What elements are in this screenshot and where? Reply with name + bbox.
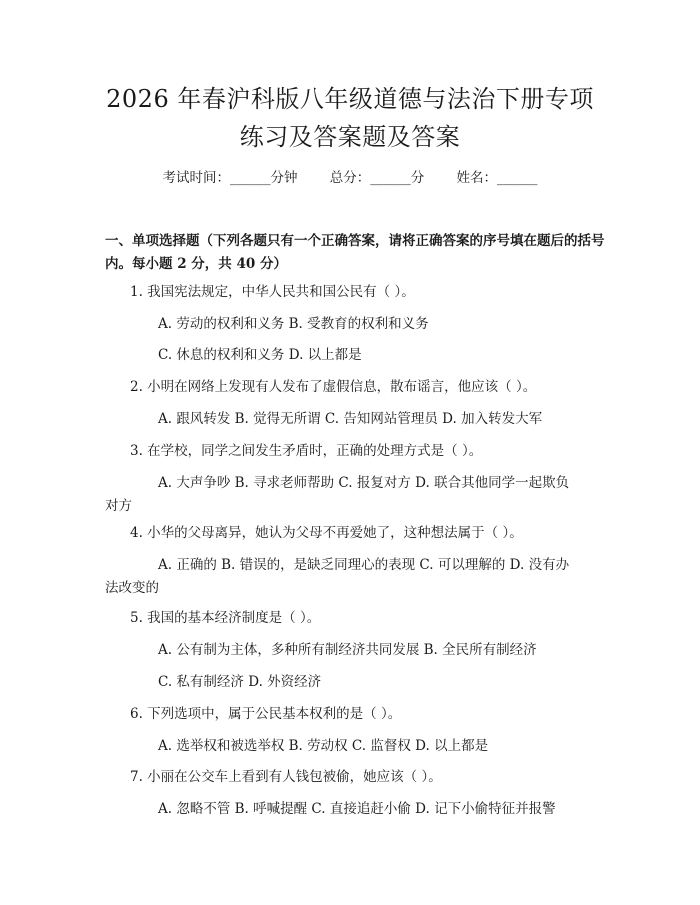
question-options: A. 劳动的权利和义务 B. 受教育的权利和义务: [158, 316, 429, 332]
question-options: A. 选举权和被选举权 B. 劳动权 C. 监督权 D. 以上都是: [158, 738, 489, 754]
question-options: C. 休息的权利和义务 D. 以上都是: [158, 347, 362, 363]
question-stem: 6. 下列选项中，属于公民基本权利的是（ ）。: [130, 706, 402, 722]
document-title-line-2: 练习及答案题及答案: [239, 123, 461, 151]
question-options-continuation: 对方: [105, 498, 132, 514]
question-stem: 7. 小丽在公交车上看到有人钱包被偷，她应该（ ）。: [130, 769, 442, 785]
question-stem: 1. 我国宪法规定，中华人民共和国公民有（ ）。: [130, 284, 415, 300]
question-options-continuation: 法改变的: [105, 580, 159, 596]
question-options: A. 跟风转发 B. 觉得无所谓 C. 告知网站管理员 D. 加入转发大军: [158, 411, 543, 427]
exam-info: [0, 168, 700, 188]
question-options: A. 大声争吵 B. 寻求老师帮助 C. 报复对方 D. 联合其他同学一起欺负: [158, 475, 570, 491]
section-heading: 一、单项选择题（下列各题只有一个正确答案，请将正确答案的序号填在题后的括号内。每小题 2 分，共 40 分）: [105, 233, 605, 272]
question-options: A. 正确的 B. 错误的，是缺乏同理心的表现 C. 可以理解的 D. 没有办: [158, 557, 570, 573]
question-stem: 5. 我国的基本经济制度是（ ）。: [130, 610, 321, 626]
question-stem: 2. 小明在网络上发现有人发布了虚假信息，散布谣言，他应该（ ）。: [130, 379, 537, 395]
question-options: C. 私有制经济 D. 外资经济: [158, 674, 322, 690]
document-title-line-1: 2026 年春沪科版八年级道德与法治下册专项: [106, 85, 594, 113]
exam-score-field: 总分：______分: [329, 170, 425, 186]
exam-name-field: 姓名：______: [456, 170, 538, 186]
question-stem: 4. 小华的父母离异，她认为父母不再爱她了，这种想法属于（ ）。: [130, 525, 523, 541]
question-options: A. 忽略不管 B. 呼喊提醒 C. 直接追赶小偷 D. 记下小偷特征并报警: [158, 801, 556, 817]
exam-time-field: 考试时间：______分钟: [162, 170, 298, 186]
question-options: A. 公有制为主体，多种所有制经济共同发展 B. 全民所有制经济: [158, 642, 537, 658]
question-stem: 3. 在学校，同学之间发生矛盾时，正确的处理方式是（ ）。: [130, 443, 483, 459]
